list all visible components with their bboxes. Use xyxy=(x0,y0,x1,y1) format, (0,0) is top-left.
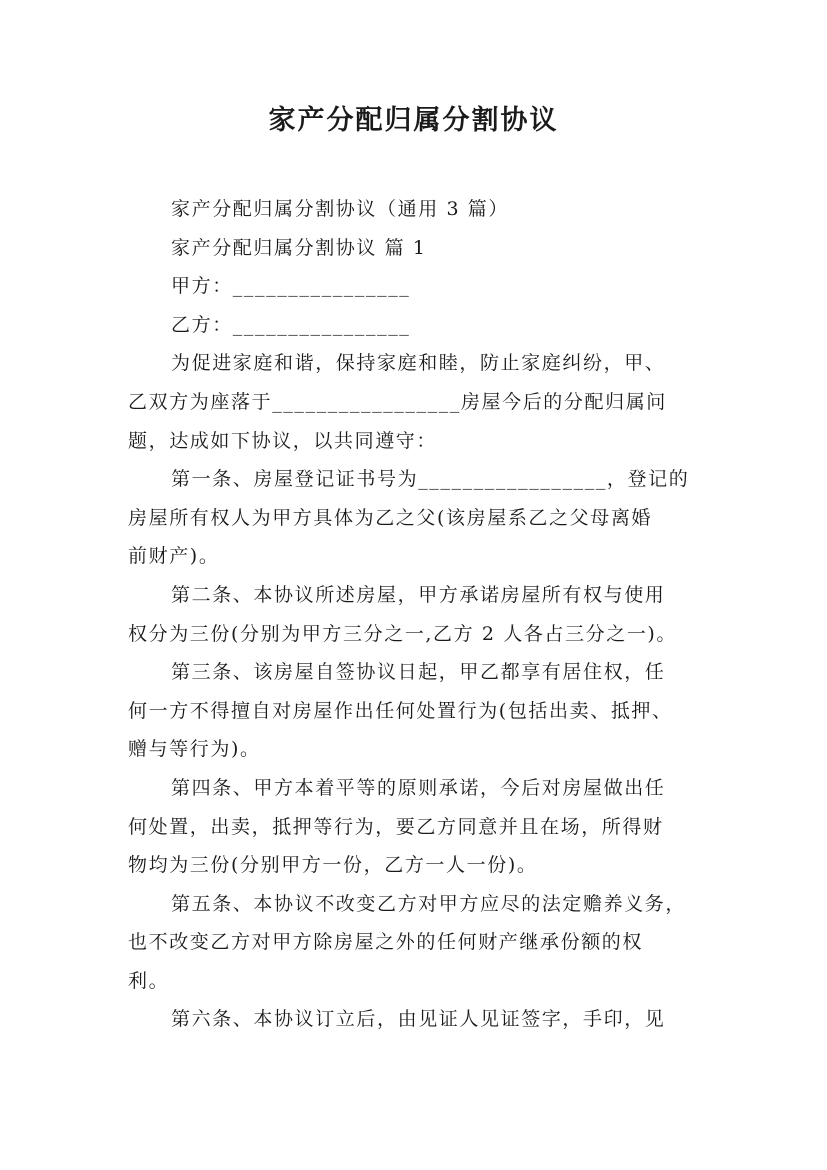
document-title: 家产分配归属分割协议 xyxy=(268,105,559,136)
document-line: 为促进家庭和谐，保持家庭和睦，防止家庭纠纷，甲、 xyxy=(171,352,666,375)
document-line: 第五条、本协议不改变乙方对甲方应尽的法定赡养义务， xyxy=(171,892,687,915)
document-line: 房屋所有权人为甲方具体为乙之父(该房屋系乙之父母离婚 xyxy=(128,506,653,529)
document-line: 乙方：________________ xyxy=(171,313,411,336)
document-line: 何一方不得擅自对房屋作出任何处置行为(包括出卖、抵押、 xyxy=(128,699,673,722)
document-line: 第一条、房屋登记证书号为_________________，登记的 xyxy=(171,468,690,491)
document-line: 乙双方为座落于_________________房屋今后的分配归属问 xyxy=(128,390,667,413)
document-line: 第二条、本协议所述房屋，甲方承诺房屋所有权与使用 xyxy=(171,583,666,606)
document-line: 家产分配归属分割协议（通用 3 篇） xyxy=(171,198,509,220)
document-line: 题，达成如下协议，以共同遵守： xyxy=(128,429,438,452)
document-body xyxy=(128,190,708,1039)
document-line: 权分为三份(分别为甲方三分之一,乙方 2 人各占三分之一)。 xyxy=(128,622,678,645)
document-line: 物均为三份(分别甲方一份，乙方一人一份)。 xyxy=(128,854,538,877)
document-line: 第四条、甲方本着平等的原则承诺，今后对房屋做出任 xyxy=(171,776,666,799)
document-line: 家产分配归属分割协议 篇 1 xyxy=(171,236,427,259)
document-line: 利。 xyxy=(128,969,170,992)
document-line: 也不改变乙方对甲方除房屋之外的任何财产继承份额的权 xyxy=(128,931,644,954)
document-line: 赠与等行为)。 xyxy=(128,738,261,761)
document-line: 第六条、本协议订立后，由见证人见证签字，手印，见 xyxy=(171,1008,666,1031)
document-line: 前财产)。 xyxy=(128,545,220,568)
document-line: 第三条、该房屋自签协议日起，甲乙都享有居住权，任 xyxy=(171,661,666,684)
document-line: 何处置，出卖，抵押等行为，要乙方同意并且在场，所得财 xyxy=(128,815,664,838)
document-line: 甲方：________________ xyxy=(171,275,411,298)
